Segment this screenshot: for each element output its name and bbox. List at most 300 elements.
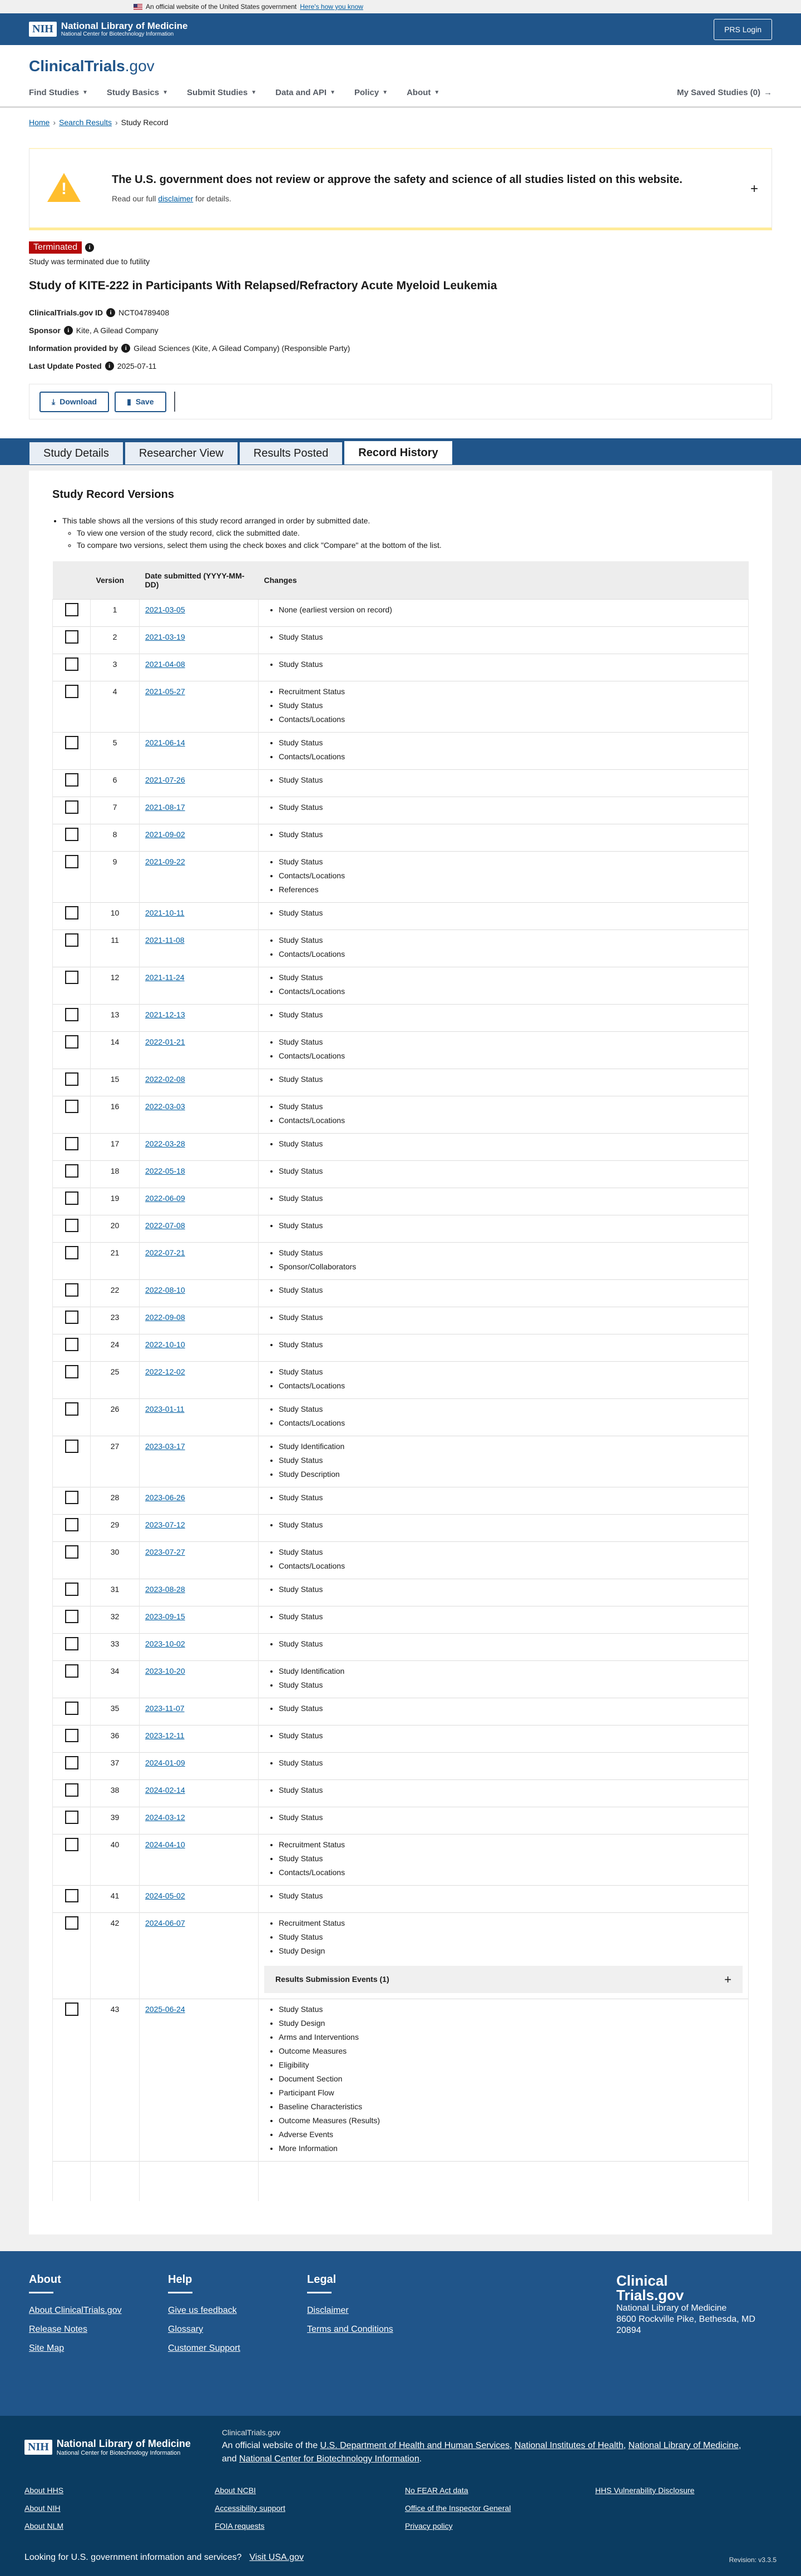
date-cell xyxy=(140,967,259,1004)
table-row xyxy=(53,626,749,654)
footer-nlm-logo[interactable]: NIH National Library of Medicine National Center for Biotechnology Information xyxy=(24,2428,191,2466)
compare-checkbox[interactable] xyxy=(65,1072,78,1086)
change-item: • Study Design xyxy=(279,1944,743,1958)
change-item: • Eligibility xyxy=(279,2058,743,2072)
footer-link[interactable]: Accessibility support xyxy=(215,2504,285,2513)
select-cell xyxy=(53,1160,91,1188)
breadcrumb xyxy=(0,108,801,137)
footer-link[interactable]: Terms and Conditions xyxy=(307,2325,393,2334)
change-item: • Contacts/Locations xyxy=(279,750,743,764)
nlm-logo[interactable] xyxy=(29,21,187,38)
info-icon[interactable]: i xyxy=(105,362,114,370)
footer-help: Help Give us feedback Glossary Customer Support xyxy=(168,2273,307,2416)
compare-checkbox[interactable] xyxy=(65,1100,78,1113)
version-date-link[interactable]: 2024-03-12 xyxy=(145,1812,185,1822)
footer-gov-links xyxy=(24,2486,777,2530)
compare-checkbox[interactable] xyxy=(65,2003,78,2016)
select-cell xyxy=(53,1999,91,2161)
history-title: Study Record Versions xyxy=(52,488,174,501)
date-cell xyxy=(140,1069,259,1096)
date-cell xyxy=(140,1660,259,1698)
study-tabs xyxy=(0,438,801,465)
version-date-link[interactable]: 2023-08-28 xyxy=(145,1584,185,1594)
date-cell xyxy=(140,681,259,732)
select-cell xyxy=(53,1307,91,1334)
version-date-link[interactable]: 2023-09-15 xyxy=(145,1611,185,1621)
footer-brand: Clinical Trials.gov National Library of Medicine 8600 Rockville Pike, Bethesda, MD 20894 xyxy=(616,2272,755,2335)
version-number: 16 xyxy=(91,1096,140,1133)
compare-checkbox[interactable] xyxy=(65,1518,78,1531)
change-item: • Study Status xyxy=(279,1491,743,1505)
date-cell xyxy=(140,1779,259,1807)
version-number: 3 xyxy=(91,654,140,681)
version-date-link[interactable]: 2021-09-02 xyxy=(145,829,185,839)
select-cell xyxy=(53,599,91,626)
table-row xyxy=(53,1541,749,1579)
compare-checkbox[interactable] xyxy=(65,1365,78,1378)
compare-checkbox[interactable] xyxy=(65,1491,78,1504)
changes-cell xyxy=(259,1541,749,1579)
info-icon[interactable]: i xyxy=(85,243,94,252)
compare-checkbox[interactable] xyxy=(65,1191,78,1205)
ncbi-link[interactable]: National Center for Biotechnology Information xyxy=(239,2454,419,2464)
record-history-panel xyxy=(29,471,772,2234)
compare-checkbox[interactable] xyxy=(65,1838,78,1851)
footer-link[interactable]: About NCBI xyxy=(215,2486,256,2495)
table-row xyxy=(53,1660,749,1698)
change-item: • Study Status xyxy=(279,1311,743,1324)
changes-cell xyxy=(259,1752,749,1779)
expand-plus-icon[interactable]: + xyxy=(750,181,758,196)
footer-link[interactable]: No FEAR Act data xyxy=(405,2486,468,2495)
info-icon[interactable]: i xyxy=(121,344,130,353)
footer-link[interactable]: Disclaimer xyxy=(307,2306,349,2315)
compare-checkbox[interactable] xyxy=(65,971,78,984)
changes-cell xyxy=(259,1606,749,1633)
version-number: 13 xyxy=(91,1004,140,1031)
change-item: • Study Status xyxy=(279,1518,743,1532)
version-number: 12 xyxy=(91,967,140,1004)
change-item: • Sponsor/Collaborators xyxy=(279,1260,743,1274)
version-date-link[interactable]: 2024-01-09 xyxy=(145,1758,185,1767)
date-cell xyxy=(140,1334,259,1361)
compare-checkbox[interactable] xyxy=(65,1637,78,1650)
change-item: • Study Status xyxy=(279,1583,743,1596)
select-cell xyxy=(53,1912,91,1999)
footer-link[interactable]: Give us feedback xyxy=(168,2306,237,2315)
select-cell xyxy=(53,1069,91,1096)
date-cell xyxy=(140,1215,259,1242)
change-item: • Baseline Characteristics xyxy=(279,2100,743,2114)
version-date-link[interactable]: 2023-01-11 xyxy=(145,1404,185,1413)
change-item: • Recruitment Status xyxy=(279,685,743,699)
table-row xyxy=(53,1279,749,1307)
compare-checkbox[interactable] xyxy=(65,1137,78,1150)
version-date-link[interactable]: 2023-10-20 xyxy=(145,1666,185,1675)
compare-checkbox[interactable] xyxy=(65,1702,78,1715)
changes-cell xyxy=(259,1487,749,1514)
version-date-link[interactable]: 2021-06-14 xyxy=(145,738,185,747)
version-date-link[interactable]: 2022-06-09 xyxy=(145,1193,185,1203)
footer-link[interactable]: About NIH xyxy=(24,2504,61,2513)
select-cell xyxy=(53,1096,91,1133)
version-number: 37 xyxy=(91,1752,140,1779)
nav-study-basics[interactable]: Study Basics ▼ xyxy=(106,87,169,97)
date-cell xyxy=(140,1031,259,1069)
version-number: 26 xyxy=(91,1398,140,1436)
nav-about[interactable]: About ▼ xyxy=(407,87,440,97)
version-date-link[interactable]: 2021-11-08 xyxy=(145,935,185,945)
change-item: • Study Status xyxy=(279,1072,743,1086)
nav-find-studies[interactable]: Find Studies ▼ xyxy=(29,87,88,97)
footer-link[interactable]: Site Map xyxy=(29,2343,65,2353)
version-date-link[interactable]: 2022-07-21 xyxy=(145,1248,185,1257)
select-cell xyxy=(53,769,91,797)
hhs-link[interactable]: U.S. Department of Health and Human Services xyxy=(320,2441,510,2450)
changes-cell xyxy=(259,1660,749,1698)
nlm-link[interactable]: National Library of Medicine xyxy=(628,2441,739,2450)
footer-link[interactable]: About ClinicalTrials.gov xyxy=(29,2306,122,2315)
change-item: • Study Status xyxy=(279,1930,743,1944)
version-date-link[interactable]: 2022-10-10 xyxy=(145,1339,185,1349)
select-cell xyxy=(53,797,91,824)
usa-gov-link[interactable]: Visit USA.gov xyxy=(249,2553,304,2562)
change-item: • Study Status xyxy=(279,1338,743,1352)
version-date-link[interactable]: 2024-04-10 xyxy=(145,1840,185,1849)
nav-policy[interactable]: Policy ▼ xyxy=(354,87,388,97)
compare-checkbox[interactable] xyxy=(65,1035,78,1049)
chevron-right-icon: › xyxy=(53,118,56,127)
compare-checkbox[interactable] xyxy=(65,855,78,868)
change-item: • Study Status xyxy=(279,1283,743,1297)
change-item: • Study Status xyxy=(279,1035,743,1049)
footer-link[interactable]: Glossary xyxy=(168,2325,204,2334)
change-item: • Contacts/Locations xyxy=(279,713,743,726)
version-number: 21 xyxy=(91,1242,140,1279)
table-row xyxy=(53,929,749,967)
select-cell xyxy=(53,1031,91,1069)
footer-link[interactable]: HHS Vulnerability Disclosure xyxy=(595,2486,695,2495)
chevron-right-icon: › xyxy=(115,118,118,127)
changes-cell xyxy=(259,1834,749,1885)
version-date-link[interactable]: 2022-03-28 xyxy=(145,1139,185,1148)
chevron-down-icon: ▼ xyxy=(82,89,88,96)
change-item: • Adverse Events xyxy=(279,2128,743,2142)
status-badge: Terminated xyxy=(29,241,82,254)
table-row xyxy=(53,1398,749,1436)
version-number: 20 xyxy=(91,1215,140,1242)
change-item: • Study Status xyxy=(279,1811,743,1825)
compare-checkbox[interactable] xyxy=(65,1402,78,1416)
version-number: 34 xyxy=(91,1660,140,1698)
change-item: • Arms and Interventions xyxy=(279,2030,743,2044)
breadcrumb-search-results[interactable]: Search Results xyxy=(59,118,112,127)
change-item: • Study Status xyxy=(279,1637,743,1651)
date-cell xyxy=(140,626,259,654)
footer-description: ClinicalTrials.gov An official website of the U.S. Department of Health and Human Services, National Institutes of Health, National Library of Medicine, and National Center for Biotechnology Information. xyxy=(221,2428,741,2464)
compare-checkbox[interactable] xyxy=(65,630,78,644)
last-update-row: Last Update Posted i 2025-07-11 xyxy=(29,362,157,370)
version-date-link[interactable]: 2023-03-17 xyxy=(145,1441,185,1451)
compare-checkbox[interactable] xyxy=(65,1246,78,1259)
compare-checkbox[interactable] xyxy=(65,1756,78,1769)
version-date-link[interactable]: 2022-05-18 xyxy=(145,1166,185,1175)
version-number: 2 xyxy=(91,626,140,654)
study-id-row: ClinicalTrials.gov ID i NCT04789408 xyxy=(29,308,170,317)
nih-header xyxy=(0,13,801,45)
chevron-down-icon: ▼ xyxy=(382,89,388,96)
select-cell xyxy=(53,1633,91,1660)
compare-checkbox[interactable] xyxy=(65,1783,78,1797)
changes-cell xyxy=(259,1069,749,1096)
site-logo-suffix: .gov xyxy=(125,57,155,75)
version-date-link[interactable]: 2022-09-08 xyxy=(145,1312,185,1322)
select-cell xyxy=(53,1279,91,1307)
divider xyxy=(174,392,175,412)
change-item: • Study Status xyxy=(279,699,743,713)
nav-data-api[interactable]: Data and API ▼ xyxy=(275,87,335,97)
status-reason: Study was terminated due to futility xyxy=(29,257,150,266)
footer-link[interactable]: Office of the Inspector General xyxy=(405,2504,511,2513)
compare-checkbox[interactable] xyxy=(65,1916,78,1930)
compare-checkbox[interactable] xyxy=(65,1283,78,1297)
heres-how-link[interactable]: Here's how you know xyxy=(300,3,363,11)
table-row xyxy=(53,1436,749,1487)
version-date-link[interactable]: 2021-03-05 xyxy=(145,605,185,614)
version-date-link[interactable]: 2021-03-19 xyxy=(145,632,185,641)
date-cell xyxy=(140,1885,259,1912)
version-number: 43 xyxy=(91,1999,140,2161)
change-item: • Contacts/Locations xyxy=(279,985,743,998)
footer xyxy=(0,2251,801,2416)
compare-checkbox[interactable] xyxy=(65,1311,78,1324)
version-date-link[interactable]: 2023-11-07 xyxy=(145,1703,185,1713)
save-button[interactable]: ▮ Save xyxy=(115,392,166,412)
version-date-link[interactable]: 2021-04-08 xyxy=(145,659,185,669)
compare-checkbox[interactable] xyxy=(65,1008,78,1021)
change-item: • Study Status xyxy=(279,1678,743,1692)
study-header xyxy=(0,241,801,370)
version-date-link[interactable]: 2023-10-02 xyxy=(145,1639,185,1648)
select-cell xyxy=(53,1834,91,1885)
compare-checkbox[interactable] xyxy=(65,657,78,671)
version-date-link[interactable]: 2022-07-08 xyxy=(145,1220,185,1230)
version-date-link[interactable]: 2022-08-10 xyxy=(145,1285,185,1294)
table-row xyxy=(53,1361,749,1398)
date-cell xyxy=(140,1606,259,1633)
sponsor-name: Kite, A Gilead Company xyxy=(76,326,159,335)
compare-checkbox[interactable] xyxy=(65,1338,78,1351)
compare-checkbox[interactable] xyxy=(65,906,78,919)
change-item: • Study Status xyxy=(279,1219,743,1233)
compare-checkbox[interactable] xyxy=(65,773,78,787)
changes-cell xyxy=(259,1398,749,1436)
site-logo[interactable] xyxy=(29,45,772,78)
footer-link[interactable]: Customer Support xyxy=(168,2343,240,2353)
compare-checkbox[interactable] xyxy=(65,603,78,616)
version-number: 11 xyxy=(91,929,140,967)
compare-checkbox[interactable] xyxy=(65,1729,78,1742)
select-cell xyxy=(53,1606,91,1633)
compare-checkbox[interactable] xyxy=(65,736,78,749)
version-date-link[interactable]: 2022-12-02 xyxy=(145,1367,185,1376)
alert-title: The U.S. government does not review or approve the safety and science of all studies listed on this website. xyxy=(112,174,683,186)
version-number: 7 xyxy=(91,797,140,824)
compare-checkbox[interactable] xyxy=(65,933,78,947)
chevron-down-icon: ▼ xyxy=(251,89,257,96)
change-item: • Study Status xyxy=(279,736,743,750)
table-row xyxy=(53,681,749,732)
date-cell xyxy=(140,1004,259,1031)
select-cell xyxy=(53,929,91,967)
change-item: • Study Design xyxy=(279,2016,743,2030)
version-number: 35 xyxy=(91,1698,140,1725)
compare-checkbox[interactable] xyxy=(65,1545,78,1559)
version-number: 33 xyxy=(91,1633,140,1660)
changes-cell xyxy=(259,654,749,681)
provided-by: Gilead Sciences (Kite, A Gilead Company) (Responsible Party) xyxy=(134,344,350,353)
version-number: 22 xyxy=(91,1279,140,1307)
table-row xyxy=(53,1885,749,1912)
version-date-link[interactable]: 2022-02-08 xyxy=(145,1074,185,1084)
table-row xyxy=(53,769,749,797)
tab-researcher-view[interactable]: Researcher View xyxy=(125,442,238,465)
version-number: 41 xyxy=(91,1885,140,1912)
version-date-link[interactable]: 2021-09-22 xyxy=(145,857,185,866)
nav-saved-studies[interactable]: My Saved Studies (0) → xyxy=(676,87,772,97)
download-icon: ⤓ xyxy=(52,397,56,406)
compare-checkbox[interactable] xyxy=(65,1811,78,1824)
changes-cell xyxy=(259,1188,749,1215)
tab-results-posted[interactable]: Results Posted xyxy=(239,442,343,465)
footer-link[interactable]: FOIA requests xyxy=(215,2521,265,2530)
download-button[interactable]: ⤓ Download xyxy=(39,392,109,412)
version-date-link[interactable]: 2021-11-24 xyxy=(145,972,185,982)
tab-record-history[interactable]: Record History xyxy=(344,441,452,465)
date-cell xyxy=(140,1541,259,1579)
change-item: • Study Status xyxy=(279,1453,743,1467)
version-date-link[interactable]: 2025-06-24 xyxy=(145,2004,185,2014)
version-date-link[interactable]: 2023-07-27 xyxy=(145,1547,185,1556)
version-date-link[interactable]: 2021-08-17 xyxy=(145,802,185,812)
footer-link[interactable]: Release Notes xyxy=(29,2325,87,2334)
version-date-link[interactable]: 2024-06-07 xyxy=(145,1918,185,1927)
info-icon[interactable]: i xyxy=(106,308,115,317)
table-row xyxy=(53,1487,749,1514)
change-item: • None (earliest version on record) xyxy=(279,603,743,617)
table-row xyxy=(53,851,749,902)
results-events-accordion[interactable]: Results Submission Events (1) + xyxy=(264,1966,743,1993)
version-date-link[interactable]: 2023-07-12 xyxy=(145,1520,185,1529)
revision: Revision: v3.3.5 xyxy=(729,2556,777,2564)
date-cell xyxy=(140,851,259,902)
tab-study-details[interactable]: Study Details xyxy=(29,442,123,465)
select-cell xyxy=(53,824,91,851)
version-number: 32 xyxy=(91,1606,140,1633)
date-cell xyxy=(140,824,259,851)
version-date-link[interactable]: 2024-05-02 xyxy=(145,1891,185,1900)
version-date-link[interactable]: 2022-01-21 xyxy=(145,1037,185,1046)
table-row xyxy=(53,1242,749,1279)
select-cell xyxy=(53,1514,91,1541)
version-date-link[interactable]: 2021-10-11 xyxy=(145,908,185,917)
select-cell xyxy=(53,1436,91,1487)
breadcrumb-home[interactable]: Home xyxy=(29,118,50,127)
change-item: • Study Status xyxy=(279,855,743,869)
change-item: • Study Status xyxy=(279,1729,743,1743)
disclaimer-link[interactable]: disclaimer xyxy=(158,194,194,203)
compare-checkbox[interactable] xyxy=(65,1164,78,1178)
select-cell xyxy=(53,1242,91,1279)
compare-checkbox[interactable] xyxy=(65,1610,78,1623)
version-date-link[interactable]: 2023-06-26 xyxy=(145,1492,185,1502)
compare-checkbox[interactable] xyxy=(65,800,78,814)
info-icon[interactable]: i xyxy=(64,326,73,335)
compare-checkbox[interactable] xyxy=(65,685,78,698)
compare-checkbox[interactable] xyxy=(65,1583,78,1596)
breadcrumb-current: Study Record xyxy=(121,118,169,127)
change-item: • Study Status xyxy=(279,630,743,644)
change-item: • Recruitment Status xyxy=(279,1916,743,1930)
changes-cell xyxy=(259,1579,749,1606)
select-cell xyxy=(53,1660,91,1698)
version-date-link[interactable]: 2021-05-27 xyxy=(145,686,185,696)
compare-checkbox[interactable] xyxy=(65,1219,78,1232)
footer-link[interactable]: About HHS xyxy=(24,2486,64,2495)
compare-checkbox[interactable] xyxy=(65,1889,78,1902)
compare-checkbox[interactable] xyxy=(65,1664,78,1678)
table-row xyxy=(53,1031,749,1069)
version-number: 19 xyxy=(91,1188,140,1215)
changes-cell xyxy=(259,1242,749,1279)
footer-link[interactable]: About NLM xyxy=(24,2521,64,2530)
nih-link[interactable]: National Institutes of Health xyxy=(515,2441,624,2450)
version-date-link[interactable]: 2023-12-11 xyxy=(145,1730,185,1740)
table-row xyxy=(53,1215,749,1242)
version-number: 31 xyxy=(91,1579,140,1606)
changes-cell xyxy=(259,1361,749,1398)
date-cell xyxy=(140,1999,259,2161)
version-date-link[interactable]: 2024-02-14 xyxy=(145,1785,185,1794)
table-row xyxy=(53,1096,749,1133)
change-item: • Study Status xyxy=(279,1365,743,1379)
select-cell xyxy=(53,1541,91,1579)
change-item: • Study Status xyxy=(279,1756,743,1770)
change-item: • Participant Flow xyxy=(279,2086,743,2100)
change-item: • Study Status xyxy=(279,1137,743,1151)
date-cell xyxy=(140,1514,259,1541)
version-date-link[interactable]: 2022-03-03 xyxy=(145,1101,185,1111)
version-number: 38 xyxy=(91,1779,140,1807)
changes-cell xyxy=(259,1698,749,1725)
change-item: • Study Identification xyxy=(279,1664,743,1678)
version-date-link[interactable]: 2021-12-13 xyxy=(145,1010,185,1019)
select-cell xyxy=(53,1398,91,1436)
select-cell xyxy=(53,902,91,929)
changes-cell xyxy=(259,851,749,902)
table-row xyxy=(53,1779,749,1807)
change-item: • Study Description xyxy=(279,1467,743,1481)
nav-submit-studies[interactable]: Submit Studies ▼ xyxy=(187,87,257,97)
prs-login-button[interactable]: PRS Login xyxy=(714,19,772,40)
select-cell xyxy=(53,732,91,769)
select-cell xyxy=(53,967,91,1004)
change-item: • Document Section xyxy=(279,2072,743,2086)
compare-checkbox[interactable] xyxy=(65,1440,78,1453)
footer-link[interactable]: Privacy policy xyxy=(405,2521,453,2530)
compare-checkbox[interactable] xyxy=(65,828,78,841)
version-date-link[interactable]: 2021-07-26 xyxy=(145,775,185,784)
